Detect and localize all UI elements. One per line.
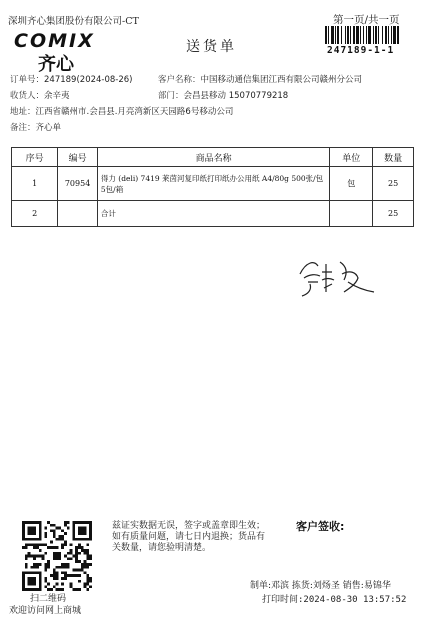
table-row	[12, 167, 414, 201]
qr-module	[75, 588, 78, 591]
qr-module	[67, 574, 70, 577]
qr-module	[75, 549, 78, 552]
cell-unit: 包	[330, 167, 373, 201]
qr-module	[78, 546, 81, 549]
qr-module	[64, 577, 67, 580]
barcode-graphic	[325, 26, 435, 44]
qr-module	[64, 571, 67, 574]
qr-module	[42, 543, 45, 546]
customer-sign-label: 客户签收:	[296, 520, 345, 533]
qr-module	[72, 574, 75, 577]
qr-module	[53, 546, 56, 549]
comix-logo	[12, 30, 124, 74]
qr-module	[61, 529, 64, 532]
qr-module	[64, 524, 67, 527]
qr-module	[70, 552, 73, 555]
qr-module	[64, 563, 67, 566]
qr-module	[33, 566, 36, 569]
qr-module	[28, 555, 31, 558]
qr-module	[61, 583, 64, 586]
qr-module	[78, 574, 81, 577]
qr-module	[75, 574, 78, 577]
barcode-bar	[378, 26, 379, 44]
qr-module	[47, 563, 50, 566]
qr-module	[44, 543, 47, 546]
barcode-bar	[388, 26, 389, 44]
qr-module	[33, 546, 36, 549]
staff-line: 制单:邓滨 拣货:刘炀圣 销售:易锦华	[250, 581, 391, 591]
qr-module	[44, 577, 47, 580]
qr-module	[72, 569, 75, 572]
logo-cn-text: 齐心	[38, 54, 74, 74]
qr-module	[50, 524, 53, 527]
qr-module	[70, 583, 73, 586]
barcode-bar	[350, 26, 351, 44]
cell-name: 得力 (deli) 7419 莱茵河复印纸打印纸办公用纸 A4/80g 500张/包 5包/箱	[97, 167, 329, 201]
qr-module	[39, 555, 42, 558]
barcode-bar	[353, 26, 355, 44]
qr-module	[47, 521, 50, 524]
qr-module	[47, 546, 50, 549]
qr-module	[33, 557, 36, 560]
barcode-bar	[337, 26, 339, 44]
qr-module	[64, 541, 67, 544]
qr-module	[30, 566, 33, 569]
qr-module	[61, 543, 64, 546]
qr-module	[75, 557, 78, 560]
qr-module	[53, 529, 56, 532]
qr-module	[25, 546, 28, 549]
qr-module	[64, 555, 67, 558]
qr-module	[58, 566, 61, 569]
qr-module	[67, 566, 70, 569]
barcode-bar	[368, 26, 371, 44]
qr-module	[64, 521, 67, 524]
qr-module	[78, 580, 81, 583]
qr-module	[25, 557, 28, 560]
qr-caption-visit: 欢迎访问网上商城	[9, 606, 82, 616]
qr-module	[33, 555, 36, 558]
qr-module	[61, 563, 64, 566]
table-row	[12, 201, 414, 227]
qr-module	[39, 543, 42, 546]
document-title: 送货单	[186, 39, 237, 55]
qr-module	[53, 552, 61, 560]
cell-qty: 25	[373, 167, 414, 201]
qr-module	[70, 585, 73, 588]
header-unit: 单位	[330, 148, 373, 167]
qr-module	[78, 569, 81, 572]
items-table	[11, 147, 414, 227]
qr-module	[50, 529, 53, 532]
qr-module	[84, 560, 87, 563]
qr-module	[39, 563, 42, 566]
qr-module	[47, 560, 50, 563]
qr-module	[86, 588, 89, 591]
qr-module	[89, 580, 92, 583]
qr-module	[86, 549, 89, 552]
qr-module	[86, 543, 89, 546]
barcode-number: 247189-1-1	[327, 45, 395, 56]
barcode-bar	[325, 26, 327, 44]
barcode-bar	[393, 26, 396, 44]
qr-module	[53, 574, 56, 577]
remark-label: 备注：	[10, 123, 36, 133]
qr-module	[81, 566, 84, 569]
handwritten-signature	[296, 252, 376, 298]
qr-module	[64, 543, 67, 546]
qr-module	[53, 569, 56, 572]
barcode-bar	[347, 26, 349, 44]
qr-module	[30, 543, 33, 546]
qr-module	[56, 538, 59, 541]
barcode-bar	[382, 26, 383, 44]
barcode-bar	[335, 26, 336, 44]
qr-module	[61, 546, 64, 549]
qr-module	[56, 527, 59, 530]
department	[158, 89, 288, 101]
qr-module	[44, 552, 47, 555]
qr-module	[53, 577, 56, 580]
barcode-bar	[360, 26, 361, 44]
qr-module	[89, 563, 92, 566]
qr-module	[67, 521, 70, 524]
qr-module	[61, 571, 64, 574]
qr-module	[75, 546, 78, 549]
qr-code[interactable]	[22, 521, 92, 591]
cell-qty: 25	[373, 201, 414, 227]
barcode-bar	[331, 26, 334, 44]
cell-code	[58, 201, 98, 227]
qr-module	[86, 566, 89, 569]
qr-module	[61, 535, 64, 538]
qr-module	[36, 546, 39, 549]
qr-module	[44, 532, 47, 535]
qr-module	[25, 563, 28, 566]
qr-module	[42, 557, 45, 560]
barcode-bar	[328, 26, 329, 44]
qr-module	[70, 543, 73, 546]
qr-module	[78, 588, 81, 591]
qr-module	[67, 527, 70, 530]
receiver	[10, 89, 70, 101]
qr-module	[53, 535, 56, 538]
qr-module	[86, 580, 89, 583]
qr-module	[70, 574, 73, 577]
qr-module	[67, 563, 70, 566]
qr-module	[33, 543, 36, 546]
qr-module	[58, 538, 61, 541]
qr-module	[86, 552, 89, 555]
qr-module	[61, 577, 64, 580]
logo-text: COMIX	[14, 30, 95, 52]
table-header-row	[12, 148, 414, 167]
qr-module	[78, 527, 86, 535]
header-code: 编号	[58, 148, 98, 167]
qr-module	[75, 555, 78, 558]
qr-module	[47, 583, 50, 586]
barcode-bar	[363, 26, 364, 44]
address-label: 地址：	[10, 107, 36, 117]
qr-module	[39, 549, 42, 552]
qr-module	[64, 566, 67, 569]
qr-module	[44, 563, 47, 566]
address-value: 江西省赣州市.会昌县.月亮湾新区天园路6号移动公司	[35, 107, 234, 117]
order-label: 订单号：	[10, 75, 45, 85]
qr-module	[56, 583, 59, 586]
qr-module	[86, 577, 89, 580]
qr-module	[42, 555, 45, 558]
cell-name: 合计	[97, 201, 329, 227]
qr-module	[36, 555, 39, 558]
dept-label: 部门：	[158, 91, 184, 101]
barcode-bar	[385, 26, 387, 44]
qr-module	[47, 566, 50, 569]
qr-module	[75, 560, 78, 563]
receiver-value: 余辛夷	[44, 91, 70, 101]
qr-module	[53, 524, 56, 527]
qr-module	[81, 546, 84, 549]
cell-code: 70954	[58, 167, 98, 201]
qr-module	[64, 574, 67, 577]
qr-module	[53, 532, 56, 535]
qr-module	[84, 583, 87, 586]
qr-module	[56, 546, 59, 549]
order-value: 247189(2024-08-26)	[44, 75, 133, 85]
qr-module	[44, 535, 47, 538]
header-qty: 数量	[373, 148, 414, 167]
company-name: 深圳齐心集团股份有限公司-CT	[8, 16, 139, 27]
qr-module	[70, 549, 73, 552]
qr-module	[70, 557, 73, 560]
qr-module	[36, 563, 39, 566]
barcode-bar	[341, 26, 342, 44]
qr-module	[84, 563, 87, 566]
qr-module	[50, 546, 53, 549]
barcode-bar	[391, 26, 392, 44]
qr-module	[81, 563, 84, 566]
qr-module	[84, 571, 87, 574]
qr-module	[81, 549, 84, 552]
qr-module	[25, 543, 28, 546]
qr-module	[28, 552, 31, 555]
qr-caption-scan: 扫二维码	[30, 594, 67, 604]
receiver-label: 收货人：	[10, 91, 45, 101]
cell-seq: 2	[12, 201, 58, 227]
qr-module	[89, 555, 92, 558]
qr-module	[89, 585, 92, 588]
qr-module	[86, 563, 89, 566]
qr-module	[44, 580, 47, 583]
customer-name	[158, 73, 362, 85]
dept-value: 会昌县移动 15070779218	[183, 91, 289, 101]
barcode-bar	[366, 26, 367, 44]
qr-module	[84, 552, 87, 555]
qr-module	[22, 546, 25, 549]
qr-module	[75, 552, 78, 555]
qr-module	[58, 535, 61, 538]
qr-module	[44, 527, 47, 530]
qr-module	[30, 555, 33, 558]
qr-module	[56, 574, 59, 577]
qr-module	[44, 585, 47, 588]
qr-module	[89, 577, 92, 580]
qr-module	[67, 552, 70, 555]
qr-module	[86, 555, 89, 558]
qr-module	[86, 583, 89, 586]
qr-module	[33, 563, 36, 566]
qr-module	[50, 541, 53, 544]
qr-module	[86, 574, 89, 577]
qr-module	[44, 566, 47, 569]
remark-value: 齐心单	[35, 123, 62, 133]
cell-unit	[330, 201, 373, 227]
qr-module	[50, 574, 53, 577]
barcode-bar	[375, 26, 377, 44]
header-seq: 序号	[12, 148, 58, 167]
qr-module	[84, 566, 87, 569]
qr-module	[61, 566, 64, 569]
barcode-bar	[356, 26, 359, 44]
qr-module	[53, 585, 56, 588]
qr-module	[28, 577, 36, 585]
qr-module	[89, 557, 92, 560]
qr-module	[84, 585, 87, 588]
barcode-bar	[397, 26, 399, 44]
qr-module	[72, 555, 75, 558]
qr-module	[75, 569, 78, 572]
barcode-bar	[345, 26, 346, 44]
qr-module	[56, 577, 59, 580]
customer-value: 中国移动通信集团江西有限公司赣州分公司	[200, 75, 363, 85]
qr-module	[53, 571, 56, 574]
qr-module	[25, 566, 28, 569]
qr-module	[58, 527, 61, 530]
customer-label: 客户名称：	[158, 75, 201, 85]
cell-seq: 1	[12, 167, 58, 201]
qr-module	[81, 569, 84, 572]
address	[10, 105, 233, 117]
order-number	[10, 73, 133, 85]
qr-module	[36, 543, 39, 546]
qr-module	[56, 566, 59, 569]
qr-module	[86, 557, 89, 560]
page-indicator: 第一页/共一页	[333, 14, 400, 26]
qr-module	[67, 557, 70, 560]
barcode-bar	[373, 26, 374, 44]
qr-module	[61, 538, 64, 541]
remark	[10, 121, 61, 133]
notice-text: 兹证实数据无误，签字或盖章即生效；如有质量问题，请七日内退换；货品有关数量，请您验明清楚。	[112, 521, 266, 553]
header-name: 商品名称	[97, 148, 329, 167]
qr-module	[72, 588, 75, 591]
print-time: 打印时间:2024-08-30 13:57:52	[262, 595, 407, 605]
qr-module	[28, 543, 31, 546]
qr-module	[84, 549, 87, 552]
qr-module	[25, 555, 28, 558]
qr-module	[28, 527, 36, 535]
qr-module	[56, 571, 59, 574]
qr-module	[36, 566, 39, 569]
qr-module	[78, 560, 81, 563]
qr-module	[78, 543, 81, 546]
qr-module	[64, 532, 67, 535]
qr-module	[78, 552, 81, 555]
qr-module	[44, 569, 47, 572]
